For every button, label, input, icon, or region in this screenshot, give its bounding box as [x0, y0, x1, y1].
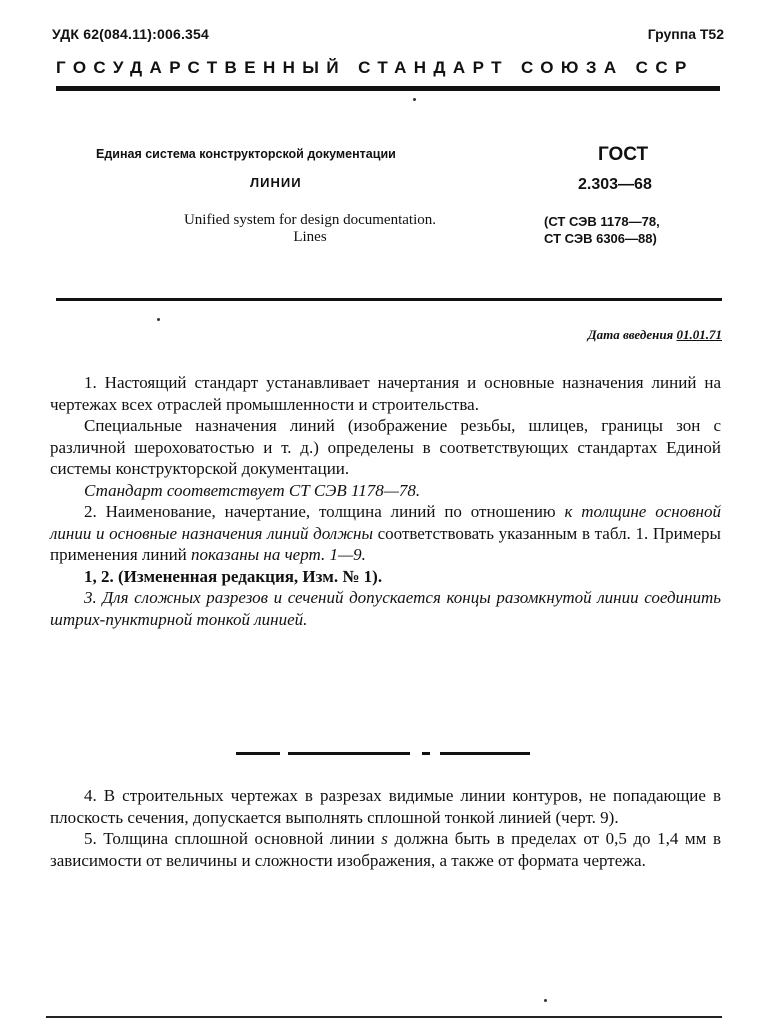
paragraph-4-part-b: к толщине основной линии и основные назначения линий должны: [50, 502, 721, 543]
bottom-rule: [46, 1016, 722, 1018]
body-text-section-2: [50, 785, 721, 871]
paragraph-6: 3. Для сложных разрезов и сечений допускается концы разомкнутой линии соединить штрих-пунктирной тонкой линией.: [50, 588, 721, 629]
paragraph-4: [50, 501, 721, 566]
paragraph-4-part-d: показаны на черт. 1—9.: [191, 545, 366, 564]
paragraph-1: 1. Настоящий стандарт устанавливает начертания и основные назначения линий на чертежах всех отраслей промышленности и строительства.: [50, 373, 721, 414]
gost-label: ГОСТ: [598, 144, 649, 165]
intro-date-label: Дата введения: [587, 327, 674, 342]
paragraph-8: [50, 828, 721, 871]
title-en-line-2: Lines: [293, 229, 327, 245]
cmea-references: [544, 213, 660, 247]
paragraph-5-amendment: 1, 2. (Измененная редакция, Изм. № 1).: [84, 566, 383, 586]
state-standard-heading: ГОСУДАРСТВЕННЫЙ СТАНДАРТ СОЮЗА ССР: [56, 58, 694, 77]
paragraph-2: Специальные назначения линий (изображение резьбы, шлицев, границы зон с различной шероховатостью и т. д.) определены в соответствующих стандартах Единой системы конструкторской документации.: [50, 416, 721, 478]
gost-number: 2.303—68: [578, 176, 652, 193]
paragraph-8-part-b: должна быть в пределах от 0,5 до 1,4 мм в зависимости от величины и сложности изображения, а также от формата чертежа.: [50, 829, 721, 870]
scan-speck: [544, 999, 547, 1002]
document-title-en: [100, 212, 520, 246]
body-text-section-1: [50, 372, 721, 630]
line-thickness-variable: s: [381, 829, 388, 848]
group-code: Группа Т52: [647, 26, 724, 42]
system-title-ru: Единая система конструкторской документации: [96, 147, 396, 161]
udk-code: УДК 62(084.11):006.354: [52, 26, 210, 42]
scan-speck: [157, 318, 160, 321]
header-rule: [56, 86, 720, 91]
title-en-line-1: Unified system for design documentation.: [183, 212, 437, 228]
paragraph-3: Стандарт соответствует СТ СЭВ 1178—78.: [84, 480, 421, 500]
introduction-date: [588, 327, 722, 343]
cmea-line-2: СТ СЭВ 6306—88): [544, 231, 657, 246]
cmea-line-1: (СТ СЭВ 1178—78,: [544, 214, 660, 229]
title-separator-rule: [56, 298, 722, 301]
scan-speck: [413, 98, 416, 101]
page-break-rule: [236, 752, 530, 756]
document-title-ru: ЛИНИИ: [250, 175, 302, 190]
intro-date-value: 01.01.71: [676, 327, 722, 342]
paragraph-4-part-c: соответствовать указанным в табл. 1. Примеры применения линий: [50, 523, 721, 564]
paragraph-7: 4. В строительных чертежах в разрезах видимые линии контуров, не попадающие в плоскость сечения, допускается выполнять сплошной тонкой линией (черт. 9).: [50, 786, 721, 827]
paragraph-8-part-a: 5. Толщина сплошной основной линии: [84, 829, 382, 848]
paragraph-4-part-a: 2. Наименование, начертание, толщина линий по отношению: [84, 502, 565, 521]
